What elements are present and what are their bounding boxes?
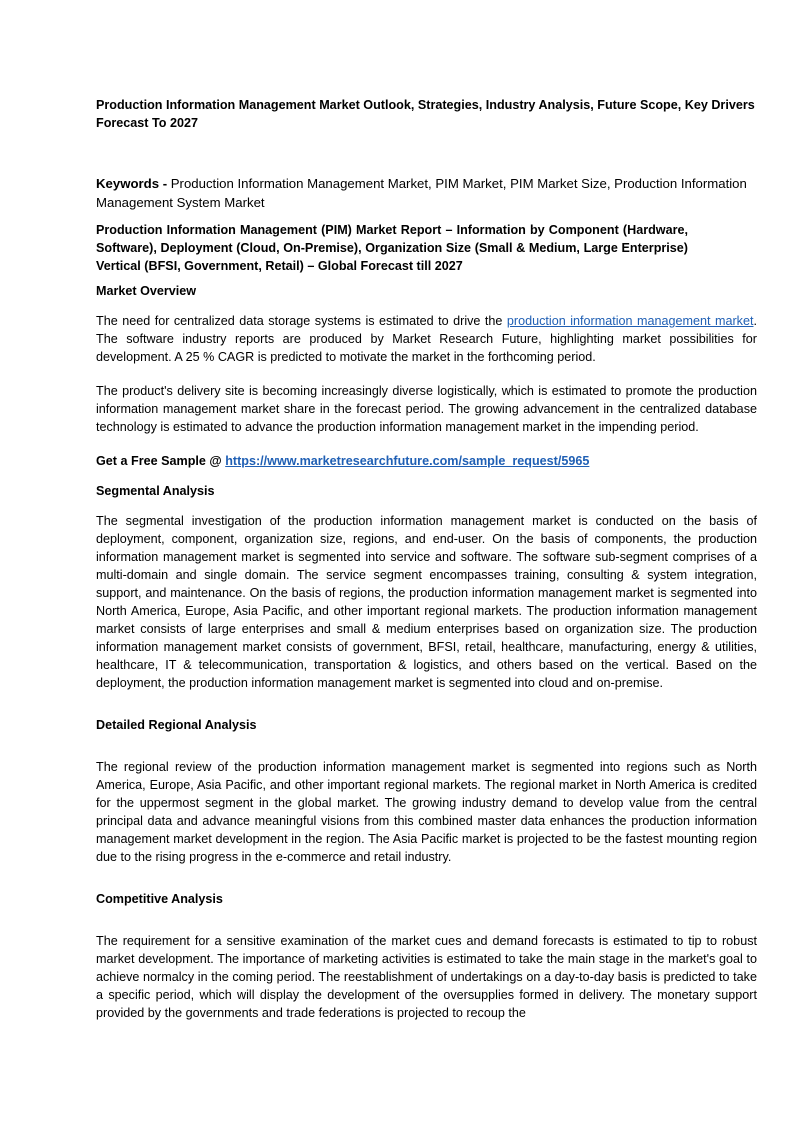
regional-analysis-paragraph: The regional review of the production information management market is segmented into regions such as North America, Europe, Asia Pacific, and other important regional markets. The regional market in North America is credited for the uppermost segment in the global market. The growing industry demand to develop value from the central principal data and advance meaningful visions from this combined master data enhances the production information management market development in the region. The Asia Pacific market is projected to be the fastest mounting region due to the rising progress in the e-commerce and retail industry. (96, 760, 757, 864)
market-overview-heading: Market Overview (96, 284, 197, 298)
competitive-analysis-heading: Competitive Analysis (96, 892, 223, 906)
segmental-analysis-paragraph: The segmental investigation of the production information management market is conducted on the basis of deployment, component, organization size, regions, and end-user. On the basis of components, the production information management market is segmented into service and software. The software sub-segment comprises of a multi-domain and single domain. The service segment encompasses training, consulting & system integration, support, and maintenance. On the basis of regions, the production information management market is segmented into North America, Europe, Asia Pacific, and other important regional markets. The production information management market consists of large enterprises and small & medium enterprises based on organization size. The production information management market consists of government, BFSI, retail, healthcare, manufacturing, energy & utilities, healthcare, IT & telecommunication, transportation & logistics, and others based on the vertical. Based on the deployment, the production information management market is segmented into cloud and on-premise. (96, 514, 757, 690)
market-overview-paragraph-2: The product's delivery site is becoming increasingly diverse logistically, which is estimated to promote the production information management market share in the forecast period. The growing advancement in the centralized database technology is estimated to advance the production information management market in the impending period. (96, 384, 757, 434)
free-sample-line (96, 452, 757, 470)
document-page (96, 96, 757, 1034)
keywords-label: Keywords - (96, 176, 171, 191)
regional-analysis-heading: Detailed Regional Analysis (96, 718, 257, 732)
report-title: Production Information Management (PIM) Market Report – Information by Component (Hardware, Software), Deployment (Cloud, On-Premise), Organization Size (Small & Medium, Large Enterprise) Vertical (BFSI, Government, Retail) – Global Forecast till 2027 (96, 223, 688, 273)
market-overview-paragraph-1 (96, 312, 757, 366)
free-sample-link[interactable]: https://www.marketresearchfuture.com/sample_request/5965 (225, 454, 590, 468)
competitive-analysis-paragraph: The requirement for a sensitive examination of the market cues and demand forecasts is estimated to tip to robust market development. The importance of marketing activities is estimated to take the main stage in the market's goal to achieve normalcy in the coming period. The reestablishment of undertakings on a day-to-day basis is predicted to take a specific period, which will display the development of the oversupplies formed in delivery. The monetary support provided by the governments and trade federations is projected to recoup the (96, 934, 757, 1020)
production-information-management-market-link[interactable]: production information management market (506, 314, 754, 328)
document-title: Production Information Management Market Outlook, Strategies, Industry Analysis, Future Scope, Key Drivers Forecast To 2027 (96, 98, 755, 130)
keywords-line (96, 174, 757, 212)
keywords-text: Production Information Management Market, PIM Market, PIM Market Size, Production Information Management System Market (96, 176, 747, 210)
free-sample-label: Get a Free Sample @ (96, 454, 226, 468)
market-overview-p1-text-b: . The software industry reports are produced by Market Research Future, highlighting market possibilities for development. A 25 % CAGR is predicted to motivate the market in the forthcoming period. (96, 314, 757, 364)
market-overview-p1-text-a: The need for centralized data storage systems is estimated to drive the (96, 314, 507, 328)
segmental-analysis-heading: Segmental Analysis (96, 484, 215, 498)
